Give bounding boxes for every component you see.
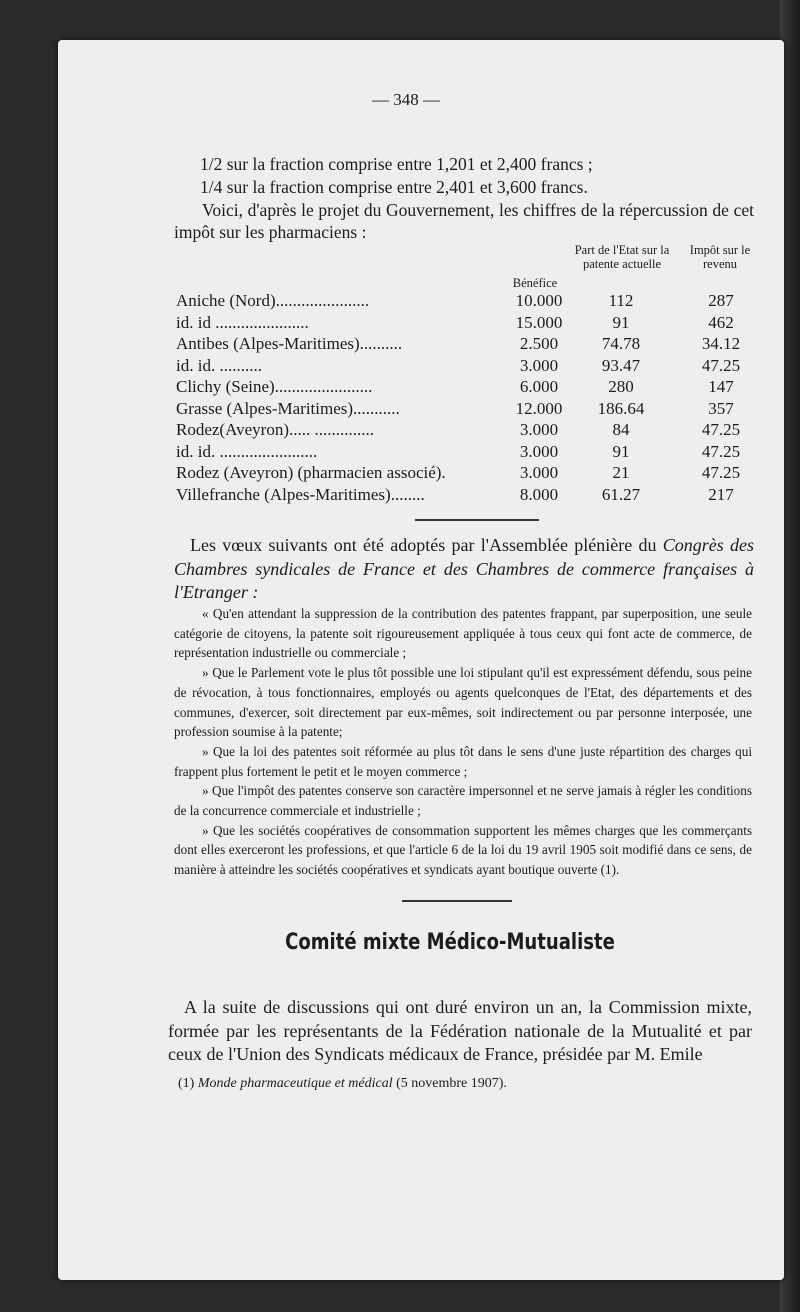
row-benefice: 15.000 bbox=[515, 313, 563, 332]
quote-paragraph: » Que la loi des patentes soit réformée au plus tôt dans le sens d'une juste répartition des charges qui frappent plus fortement le petit et le moyen commerce ; bbox=[174, 743, 752, 779]
row-impot: 357 bbox=[708, 399, 734, 418]
intro-line-2: 1/4 sur la fraction comprise entre 2,401 et 3,600 francs. bbox=[200, 177, 588, 197]
row-benefice: 3.000 bbox=[519, 463, 559, 482]
row-name: Rodez(Aveyron)..... .............. bbox=[176, 420, 374, 439]
table-row bbox=[176, 463, 756, 484]
voeux-intro bbox=[174, 534, 754, 605]
row-benefice: 8.000 bbox=[519, 485, 559, 504]
footnote bbox=[178, 1076, 507, 1092]
row-benefice: 10.000 bbox=[515, 291, 563, 310]
row-impot: 287 bbox=[708, 291, 734, 310]
quote-paragraph: » Que l'impôt des patentes conserve son caractère impersonnel et ne serve jamais à régler les conditions de la concurrence commerciale et industrielle ; bbox=[174, 783, 752, 819]
row-part: 93.47 bbox=[601, 356, 641, 375]
row-impot: 47.25 bbox=[701, 420, 741, 439]
row-part: 84 bbox=[612, 420, 630, 439]
row-part: 112 bbox=[608, 291, 634, 310]
separator-rule bbox=[402, 900, 512, 902]
table-row bbox=[176, 334, 756, 355]
row-part: 91 bbox=[612, 313, 630, 332]
row-impot: 47.25 bbox=[701, 442, 741, 461]
row-part: 91 bbox=[612, 442, 630, 461]
row-name: Rodez (Aveyron) (pharmacien associé). bbox=[176, 463, 446, 482]
row-impot: 47.25 bbox=[701, 463, 741, 482]
row-name: Clichy (Seine)....................... bbox=[176, 377, 373, 396]
table-row bbox=[176, 420, 756, 441]
row-part: 280 bbox=[608, 377, 634, 396]
header-part: Part de l'Etat sur la patente actuelle bbox=[574, 243, 670, 271]
row-name: Grasse (Alpes-Maritimes)........... bbox=[176, 399, 400, 418]
row-name: Villefranche (Alpes-Maritimes)........ bbox=[176, 485, 425, 504]
row-benefice: 6.000 bbox=[519, 377, 559, 396]
row-impot: 147 bbox=[708, 377, 734, 396]
row-name: id. id ...................... bbox=[176, 313, 309, 332]
row-part: 74.78 bbox=[601, 334, 641, 353]
table-row bbox=[176, 356, 756, 377]
row-name: id. id. ....................... bbox=[176, 442, 318, 461]
row-benefice: 2.500 bbox=[519, 334, 559, 353]
intro-line-1: 1/2 sur la fraction comprise entre 1,201 et 2,400 francs ; bbox=[200, 154, 593, 174]
row-benefice: 3.000 bbox=[519, 442, 559, 461]
row-impot: 462 bbox=[708, 313, 734, 332]
footnote-number: (1) bbox=[178, 1076, 195, 1091]
voeux-intro-text: Les vœux suivants ont été adoptés par l'Assemblée plénière du bbox=[190, 535, 663, 555]
row-benefice: 3.000 bbox=[519, 356, 559, 375]
separator-rule bbox=[415, 519, 539, 521]
row-benefice: 12.000 bbox=[515, 399, 563, 418]
row-benefice: 3.000 bbox=[519, 420, 559, 439]
row-impot: 47.25 bbox=[701, 356, 741, 375]
quote-block bbox=[174, 604, 752, 880]
header-impot: Impôt sur le revenu bbox=[689, 243, 751, 271]
section-paragraph: A la suite de discussions qui ont duré environ un an, la Commission mixte, formée par les représentants de la Fédération nationale de la Mutualité et par ceux de l'Union des Syndicats médicaux de France, présidée par M. Emile bbox=[168, 997, 752, 1064]
table-row bbox=[176, 313, 756, 334]
footnote-date: (5 novembre 1907). bbox=[396, 1076, 507, 1091]
table-row bbox=[176, 399, 756, 420]
voeux-intro-italic: Congrès des Chambres syndicales de France et des Chambres de commerce françaises à l'Etranger : bbox=[174, 535, 755, 602]
row-impot: 217 bbox=[708, 485, 734, 504]
row-name: id. id. .......... bbox=[176, 356, 262, 375]
table-row bbox=[176, 442, 756, 463]
row-part: 186.64 bbox=[597, 399, 645, 418]
row-impot: 34.12 bbox=[701, 334, 741, 353]
quote-paragraph: » Que le Parlement vote le plus tôt possible une loi stipulant qu'il est expressément défendu, sous peine de révocation, à tous fonctionnaires, employés ou agents quelconques de l'Etat, des départements et des communes, d'exercer, soit directement par eux-mêmes, soit indirectement ou par personne interposée, une profession soumise à la patente; bbox=[174, 665, 752, 740]
intro-paragraph: Voici, d'après le projet du Gouvernement, les chiffres de la répercussion de cet impôt sur les pharmaciens : bbox=[174, 200, 754, 242]
table-row bbox=[176, 485, 756, 506]
header-benefice: Bénéfice bbox=[512, 276, 558, 290]
footnote-source: Monde pharmaceutique et médical bbox=[197, 1076, 393, 1091]
row-part: 21 bbox=[612, 463, 630, 482]
quote-paragraph: « Qu'en attendant la suppression de la contribution des patentes frappant, par superposition, une seule catégorie de citoyens, la patente soit rigoureusement appliquée à tous ceux qui font acte de commerce, de représentation industrielle ou commerciale ; bbox=[174, 606, 752, 661]
table-row bbox=[176, 377, 756, 398]
page-number: — 348 — bbox=[372, 90, 440, 109]
section-heading: Comité mixte Médico-Mutualiste bbox=[285, 930, 615, 955]
row-part: 61.27 bbox=[601, 485, 641, 504]
row-name: Antibes (Alpes-Maritimes).......... bbox=[176, 334, 403, 353]
row-name: Aniche (Nord)...................... bbox=[176, 291, 370, 310]
quote-paragraph: » Que les sociétés coopératives de consommation supportent les mêmes charges que les commerçants dont elles exerceront les professions, et que l'article 6 de la loi du 19 avril 1905 soit modifié dans ce sens, de manière à atteindre les sociétés coopératives et syndicats ayant boutique ouverte (1). bbox=[174, 822, 752, 878]
table-row bbox=[176, 291, 756, 312]
